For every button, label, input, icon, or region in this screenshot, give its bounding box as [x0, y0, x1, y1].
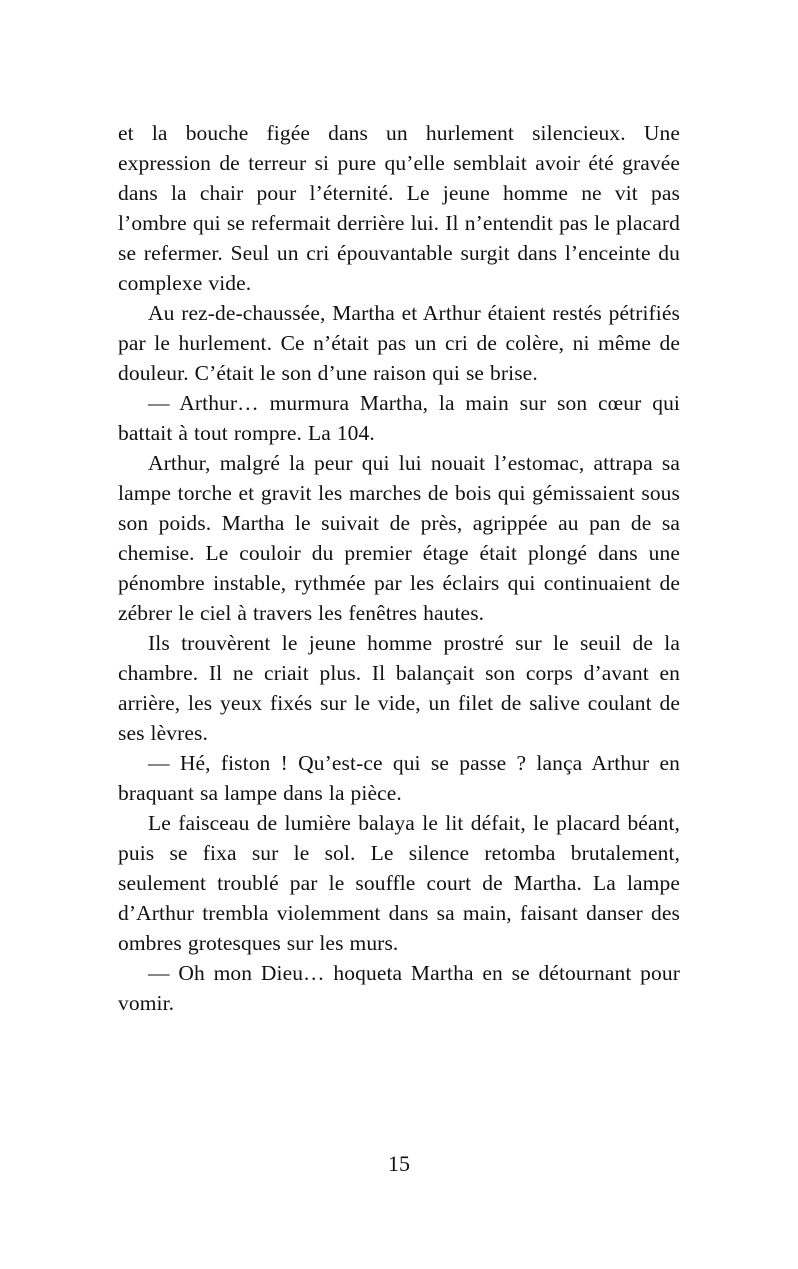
body-text: [118, 118, 680, 1018]
dialogue-paragraph: — Arthur… murmura Martha, la main sur son cœur qui battait à tout rompre. La 104.: [118, 391, 680, 445]
paragraph-continuation: et la bouche figée dans un hurlement silencieux. Une expression de terreur si pure qu’elle semblait avoir été gravée dans la chair pour l’éternité. Le jeune homme ne vit pas l’ombre qui se refermait derrière lui. Il n’entendit pas le placard se refermer. Seul un cri épouvantable surgit dans l’enceinte du complexe vide.: [118, 121, 680, 295]
paragraph: Le faisceau de lumière balaya le lit défait, le placard béant, puis se fixa sur le sol. Le silence retomba brutalement, seulement troublé par le souffle court de Martha. La lampe d’Arthur trembla violemment dans sa main, faisant danser des ombres grotesques sur les murs.: [118, 811, 680, 955]
page-number: 15: [388, 1151, 410, 1176]
paragraph: Ils trouvèrent le jeune homme prostré sur le seuil de la chambre. Il ne criait plus. Il balançait son corps d’avant en arrière, les yeux fixés sur le vide, un filet de salive coulant de ses lèvres.: [118, 631, 680, 745]
paragraph: Au rez-de-chaussée, Martha et Arthur étaient restés pétrifiés par le hurlement. Ce n’était pas un cri de colère, ni même de douleur. C’était le son d’une raison qui se brise.: [118, 301, 680, 385]
paragraph: Arthur, malgré la peur qui lui nouait l’estomac, attrapa sa lampe torche et gravit les marches de bois qui gémissaient sous son poids. Martha le suivait de près, agrippée au pan de sa chemise. Le couloir du premier étage était plongé dans une pénombre instable, rythmée par les éclairs qui continuaient de zébrer le ciel à travers les fenêtres hautes.: [118, 451, 680, 625]
dialogue-paragraph: — Hé, fiston ! Qu’est-ce qui se passe ? lança Arthur en braquant sa lampe dans la pièce.: [118, 751, 680, 805]
dialogue-paragraph: — Oh mon Dieu… hoqueta Martha en se détournant pour vomir.: [118, 961, 680, 1015]
